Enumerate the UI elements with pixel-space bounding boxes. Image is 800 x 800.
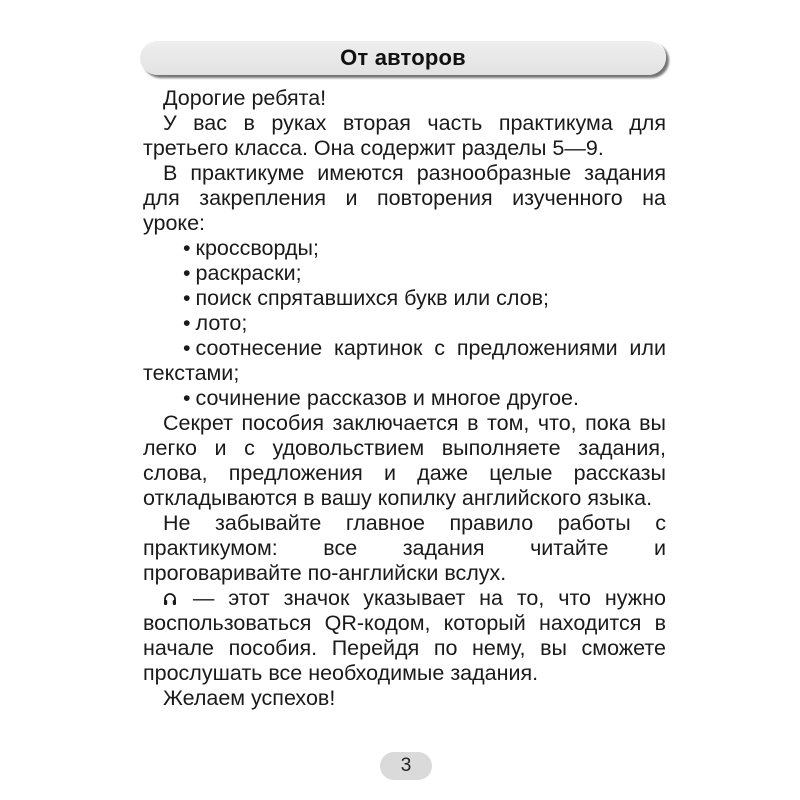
list-item bbox=[143, 286, 666, 311]
intro-paragraph: У вас в руках вторая часть практикума для третьего класса. Она содержит разделы 5—9. bbox=[143, 111, 666, 160]
audio-note-text: — этот значок указывает на то, что нужно воспользоваться QR-кодом, который находится в начале пособия. Перейдя по нему, вы сможете прослушать все необходимые задания. bbox=[143, 586, 666, 685]
audio-note-paragraph bbox=[143, 586, 666, 686]
list-item bbox=[143, 336, 666, 386]
section-title-banner bbox=[140, 40, 666, 75]
list-item-text: лото; bbox=[195, 311, 248, 335]
bullet-icon: • bbox=[183, 311, 191, 335]
list-item-text: поиск спрятавшихся букв или слов; bbox=[195, 286, 549, 310]
bullet-icon: • bbox=[183, 386, 191, 410]
greeting-paragraph: Дорогие ребята! bbox=[163, 86, 327, 110]
bullet-icon: • bbox=[183, 336, 191, 360]
secret-paragraph: Секрет пособия заключается в том, что, пока вы легко и с удовольствием выполняете задания, слова, предложения и даже целые рассказы откладываются в вашу копилку английского языка. bbox=[143, 411, 666, 510]
list-item-text: сочинение рассказов и многое другое. bbox=[195, 386, 579, 410]
bullet-icon: • bbox=[183, 261, 191, 285]
list-item-text: соотнесение картинок с предложениями или текстами; bbox=[143, 336, 666, 385]
list-item bbox=[143, 386, 666, 411]
list-item bbox=[143, 311, 666, 336]
bullet-icon: • bbox=[183, 236, 191, 260]
headphones-icon bbox=[163, 592, 177, 606]
list-item bbox=[143, 236, 666, 261]
rule-paragraph: Не забывайте главное правило работы с практикумом: все задания читайте и проговаривайте по-английски вслух. bbox=[143, 511, 666, 585]
page-content bbox=[143, 86, 666, 711]
tasks-intro-paragraph: В практикуме имеются разнообразные задания для закрепления и повторения изученного на уроке: bbox=[143, 161, 666, 235]
closing-paragraph: Желаем успехов! bbox=[163, 686, 336, 710]
list-item-text: кроссворды; bbox=[195, 236, 319, 260]
list-item bbox=[143, 261, 666, 286]
page-title: От авторов bbox=[340, 44, 466, 70]
bullet-icon: • bbox=[183, 286, 191, 310]
list-item-text: раскраски; bbox=[195, 261, 302, 285]
page-number: 3 bbox=[400, 755, 412, 776]
task-list bbox=[143, 236, 666, 411]
page-number-badge bbox=[380, 752, 432, 780]
